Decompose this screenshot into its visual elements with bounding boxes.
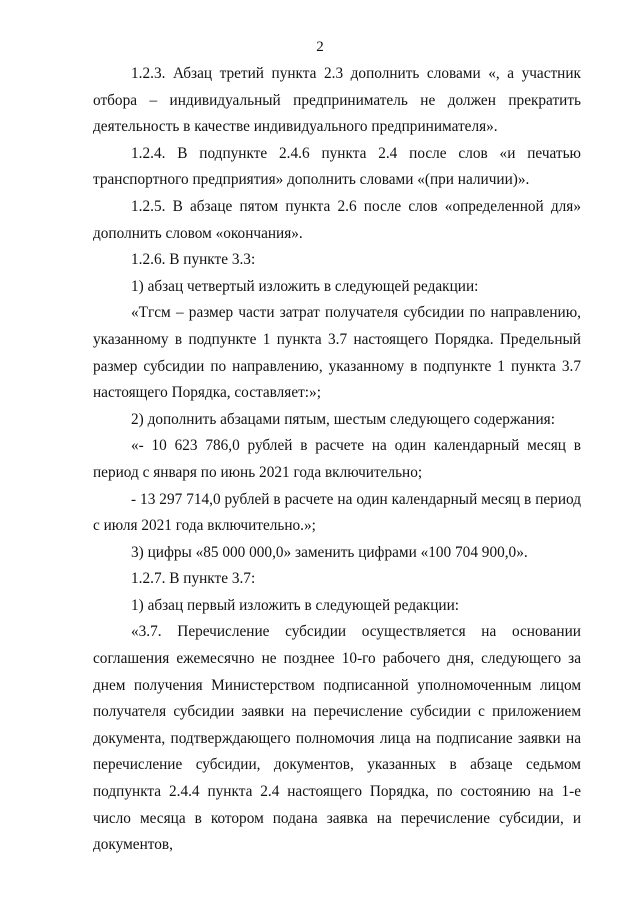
paragraph-3-3-item-1: 1) абзац четвертый изложить в следующей редакции: [131,277,479,295]
document-body [93,61,581,859]
paragraph-1-2-6-heading: 1.2.6. В пункте 3.3: [131,251,256,269]
paragraph-amount-jul: - 13 297 714,0 рублей в расчете на один календарный месяц в период с июля 2021 года включительно.»; [93,490,581,535]
paragraph-3-3-item-3: 3) цифры «85 000 000,0» заменить цифрами «100 704 900,0». [131,543,528,561]
paragraph-1-2-3: 1.2.3. Абзац третий пункта 2.3 дополнить словами «, а участник отбора – индивидуальный предприниматель не должен прекратить деятельность в качестве индивидуального предпринимателя». [93,65,581,136]
paragraph-1-2-4: 1.2.4. В подпункте 2.4.6 пункта 2.4 после слов «и печатью транспортного предприятия» дополнить словами «(при наличии)». [93,144,581,189]
paragraph-1-2-5: 1.2.5. В абзаце пятом пункта 2.6 после слов «определенной для» дополнить словом «окончания». [93,197,581,242]
paragraph-tgsm-definition: «Тгсм – размер части затрат получателя субсидии по направлению, указанному в подпункте 1 пункта 3.7 настоящего Порядка. Предельный размер субсидии по направлению, указанному в подпункте 1 пункта 3.7 настоящего Порядка, составляет:»; [93,304,581,402]
paragraph-3-7-text: «3.7. Перечисление субсидии осуществляется на основании соглашения ежемесячно не позднее 10-го рабочего дня, следующего за днем получения Министерством подписанной уполномоченным лицом получателя субсидии заявки на перечисление субсидии с приложением документа, подтверждающего полномочия лица на подписание заявки на перечисление субсидии, документов, указанных в абзаце седьмом подпункта 2.4.4 пункта 2.4 настоящего Порядка, по состоянию на 1-е число месяца в котором подана заявка на перечисление субсидии, и документов, [93,623,581,854]
page-number: 2 [316,39,324,55]
paragraph-amount-jan-jun: «- 10 623 786,0 рублей в расчете на один календарный месяц в период с января по июнь 2021 года включительно; [93,437,581,481]
paragraph-3-7-item-1: 1) абзац первый изложить в следующей редакции: [131,596,460,614]
paragraph-3-3-item-2: 2) дополнить абзацами пятым, шестым следующего содержания: [131,410,555,428]
paragraph-1-2-7-heading: 1.2.7. В пункте 3.7: [131,570,256,588]
